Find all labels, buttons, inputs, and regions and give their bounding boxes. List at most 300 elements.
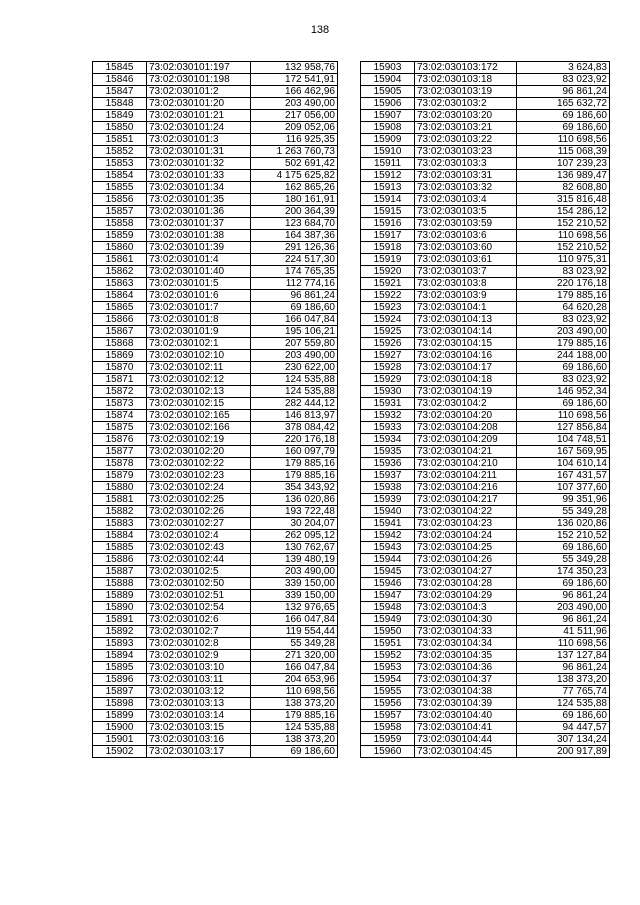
right-cadastral-table (360, 61, 610, 758)
cadastral-number-cell: 73:02:030101:8 (147, 314, 251, 326)
row-number-cell: 15862 (93, 266, 147, 278)
row-number-cell: 15945 (361, 566, 415, 578)
value-cell: 136 020,86 (251, 494, 338, 506)
cadastral-number-cell: 73:02:030101:35 (147, 194, 251, 206)
value-cell: 82 608,80 (517, 182, 610, 194)
table-row (93, 422, 338, 434)
table-row (361, 98, 610, 110)
row-number-cell: 15927 (361, 350, 415, 362)
row-number-cell: 15935 (361, 446, 415, 458)
value-cell: 154 286,12 (517, 206, 610, 218)
row-number-cell: 15903 (361, 62, 415, 74)
table-row (361, 482, 610, 494)
value-cell: 339 150,00 (251, 590, 338, 602)
value-cell: 96 861,24 (251, 290, 338, 302)
value-cell: 262 095,12 (251, 530, 338, 542)
cadastral-number-cell: 73:02:030102:165 (147, 410, 251, 422)
table-row (93, 746, 338, 758)
table-row (93, 218, 338, 230)
cadastral-number-cell: 73:02:030104:217 (415, 494, 517, 506)
page-number: 138 (310, 24, 330, 36)
value-cell: 271 320,00 (251, 650, 338, 662)
table-row (93, 470, 338, 482)
row-number-cell: 15928 (361, 362, 415, 374)
value-cell: 136 989,47 (517, 170, 610, 182)
cadastral-number-cell: 73:02:030103:32 (415, 182, 517, 194)
row-number-cell: 15938 (361, 482, 415, 494)
table-row (93, 398, 338, 410)
row-number-cell: 15917 (361, 230, 415, 242)
row-number-cell: 15956 (361, 698, 415, 710)
value-cell: 99 351,96 (517, 494, 610, 506)
cadastral-number-cell: 73:02:030101:20 (147, 98, 251, 110)
row-number-cell: 15846 (93, 74, 147, 86)
value-cell: 174 350,23 (517, 566, 610, 578)
row-number-cell: 15947 (361, 590, 415, 602)
cadastral-number-cell: 73:02:030104:30 (415, 614, 517, 626)
row-number-cell: 15913 (361, 182, 415, 194)
table-row (361, 290, 610, 302)
value-cell: 69 186,60 (517, 398, 610, 410)
value-cell: 110 698,56 (517, 230, 610, 242)
cadastral-number-cell: 73:02:030104:216 (415, 482, 517, 494)
row-number-cell: 15851 (93, 134, 147, 146)
table-row (361, 530, 610, 542)
cadastral-number-cell: 73:02:030102:6 (147, 614, 251, 626)
value-cell: 172 541,91 (251, 74, 338, 86)
table-row (93, 158, 338, 170)
row-number-cell: 15930 (361, 386, 415, 398)
value-cell: 152 210,52 (517, 530, 610, 542)
value-cell: 4 175 625,82 (251, 170, 338, 182)
table-row (93, 722, 338, 734)
row-number-cell: 15916 (361, 218, 415, 230)
row-number-cell: 15875 (93, 422, 147, 434)
table-row (361, 410, 610, 422)
table-row (361, 146, 610, 158)
value-cell: 55 349,28 (517, 554, 610, 566)
table-row (361, 710, 610, 722)
cadastral-number-cell: 73:02:030104:39 (415, 698, 517, 710)
table-row (361, 242, 610, 254)
table-row (361, 62, 610, 74)
row-number-cell: 15892 (93, 626, 147, 638)
value-cell: 107 377,60 (517, 482, 610, 494)
cadastral-number-cell: 73:02:030104:15 (415, 338, 517, 350)
cadastral-number-cell: 73:02:030102:5 (147, 566, 251, 578)
row-number-cell: 15865 (93, 302, 147, 314)
cadastral-number-cell: 73:02:030103:13 (147, 698, 251, 710)
value-cell: 315 816,48 (517, 194, 610, 206)
value-cell: 69 186,60 (517, 710, 610, 722)
value-cell: 110 698,56 (517, 134, 610, 146)
row-number-cell: 15954 (361, 674, 415, 686)
table-row (93, 638, 338, 650)
value-cell: 167 569,95 (517, 446, 610, 458)
table-row (361, 722, 610, 734)
row-number-cell: 15948 (361, 602, 415, 614)
value-cell: 96 861,24 (517, 86, 610, 98)
cadastral-number-cell: 73:02:030102:8 (147, 638, 251, 650)
value-cell: 104 610,14 (517, 458, 610, 470)
row-number-cell: 15858 (93, 218, 147, 230)
table-row (361, 446, 610, 458)
row-number-cell: 15880 (93, 482, 147, 494)
row-number-cell: 15936 (361, 458, 415, 470)
row-number-cell: 15895 (93, 662, 147, 674)
row-number-cell: 15906 (361, 98, 415, 110)
cadastral-number-cell: 73:02:030102:19 (147, 434, 251, 446)
row-number-cell: 15946 (361, 578, 415, 590)
cadastral-number-cell: 73:02:030101:31 (147, 146, 251, 158)
cadastral-number-cell: 73:02:030102:4 (147, 530, 251, 542)
row-number-cell: 15847 (93, 86, 147, 98)
value-cell: 69 186,60 (251, 302, 338, 314)
value-cell: 179 885,16 (517, 338, 610, 350)
row-number-cell: 15886 (93, 554, 147, 566)
row-number-cell: 15955 (361, 686, 415, 698)
cadastral-number-cell: 73:02:030102:7 (147, 626, 251, 638)
value-cell: 119 554,44 (251, 626, 338, 638)
table-row (93, 230, 338, 242)
row-number-cell: 15854 (93, 170, 147, 182)
cadastral-number-cell: 73:02:030104:21 (415, 446, 517, 458)
cadastral-number-cell: 73:02:030102:166 (147, 422, 251, 434)
value-cell: 166 462,96 (251, 86, 338, 98)
table-row (361, 686, 610, 698)
value-cell: 83 023,92 (517, 74, 610, 86)
value-cell: 224 517,30 (251, 254, 338, 266)
value-cell: 112 774,16 (251, 278, 338, 290)
row-number-cell: 15887 (93, 566, 147, 578)
row-number-cell: 15873 (93, 398, 147, 410)
cadastral-number-cell: 73:02:030103:17 (147, 746, 251, 758)
row-number-cell: 15910 (361, 146, 415, 158)
value-cell: 83 023,92 (517, 314, 610, 326)
value-cell: 179 885,16 (251, 710, 338, 722)
cadastral-number-cell: 73:02:030103:6 (415, 230, 517, 242)
value-cell: 220 176,18 (251, 434, 338, 446)
value-cell: 291 126,36 (251, 242, 338, 254)
row-number-cell: 15897 (93, 686, 147, 698)
value-cell: 94 447,57 (517, 722, 610, 734)
cadastral-number-cell: 73:02:030104:35 (415, 650, 517, 662)
row-number-cell: 15934 (361, 434, 415, 446)
cadastral-number-cell: 73:02:030104:1 (415, 302, 517, 314)
value-cell: 132 958,76 (251, 62, 338, 74)
value-cell: 203 490,00 (517, 326, 610, 338)
table-row (93, 278, 338, 290)
cadastral-number-cell: 73:02:030104:209 (415, 434, 517, 446)
row-number-cell: 15896 (93, 674, 147, 686)
table-row (93, 374, 338, 386)
row-number-cell: 15859 (93, 230, 147, 242)
value-cell: 83 023,92 (517, 374, 610, 386)
cadastral-number-cell: 73:02:030104:13 (415, 314, 517, 326)
row-number-cell: 15919 (361, 254, 415, 266)
row-number-cell: 15860 (93, 242, 147, 254)
table-row (361, 398, 610, 410)
cadastral-number-cell: 73:02:030101:3 (147, 134, 251, 146)
row-number-cell: 15958 (361, 722, 415, 734)
table-row (93, 350, 338, 362)
row-number-cell: 15853 (93, 158, 147, 170)
value-cell: 378 084,42 (251, 422, 338, 434)
cadastral-number-cell: 73:02:030104:23 (415, 518, 517, 530)
value-cell: 124 535,88 (251, 374, 338, 386)
table-row (361, 422, 610, 434)
cadastral-number-cell: 73:02:030104:34 (415, 638, 517, 650)
cadastral-number-cell: 73:02:030102:50 (147, 578, 251, 590)
row-number-cell: 15929 (361, 374, 415, 386)
row-number-cell: 15856 (93, 194, 147, 206)
table-row (93, 590, 338, 602)
row-number-cell: 15866 (93, 314, 147, 326)
row-number-cell: 15864 (93, 290, 147, 302)
table-row (93, 146, 338, 158)
value-cell: 1 263 760,73 (251, 146, 338, 158)
table-row (93, 86, 338, 98)
row-number-cell: 15849 (93, 110, 147, 122)
cadastral-number-cell: 73:02:030104:16 (415, 350, 517, 362)
row-number-cell: 15890 (93, 602, 147, 614)
cadastral-number-cell: 73:02:030104:28 (415, 578, 517, 590)
cadastral-number-cell: 73:02:030104:26 (415, 554, 517, 566)
cadastral-number-cell: 73:02:030103:4 (415, 194, 517, 206)
cadastral-number-cell: 73:02:030104:29 (415, 590, 517, 602)
table-row (93, 482, 338, 494)
row-number-cell: 15941 (361, 518, 415, 530)
table-row (361, 158, 610, 170)
row-number-cell: 15939 (361, 494, 415, 506)
row-number-cell: 15881 (93, 494, 147, 506)
table-row (93, 182, 338, 194)
value-cell: 138 373,20 (517, 674, 610, 686)
value-cell: 69 186,60 (517, 362, 610, 374)
table-row (93, 326, 338, 338)
value-cell: 69 186,60 (517, 542, 610, 554)
value-cell: 127 856,84 (517, 422, 610, 434)
row-number-cell: 15924 (361, 314, 415, 326)
table-row (93, 446, 338, 458)
value-cell: 124 535,88 (251, 722, 338, 734)
table-row (361, 74, 610, 86)
cadastral-number-cell: 73:02:030101:38 (147, 230, 251, 242)
cadastral-number-cell: 73:02:030101:2 (147, 86, 251, 98)
table-row (361, 326, 610, 338)
value-cell: 220 176,18 (517, 278, 610, 290)
table-row (93, 134, 338, 146)
table-row (361, 434, 610, 446)
value-cell: 138 373,20 (251, 698, 338, 710)
row-number-cell: 15915 (361, 206, 415, 218)
cadastral-number-cell: 73:02:030103:19 (415, 86, 517, 98)
cadastral-number-cell: 73:02:030103:5 (415, 206, 517, 218)
row-number-cell: 15874 (93, 410, 147, 422)
row-number-cell: 15879 (93, 470, 147, 482)
row-number-cell: 15848 (93, 98, 147, 110)
value-cell: 69 186,60 (251, 746, 338, 758)
value-cell: 104 748,51 (517, 434, 610, 446)
table-row (93, 194, 338, 206)
cadastral-number-cell: 73:02:030103:18 (415, 74, 517, 86)
cadastral-number-cell: 73:02:030101:36 (147, 206, 251, 218)
table-row (361, 170, 610, 182)
table-row (93, 206, 338, 218)
cadastral-number-cell: 73:02:030104:17 (415, 362, 517, 374)
table-row (93, 254, 338, 266)
table-row (93, 494, 338, 506)
cadastral-number-cell: 73:02:030104:41 (415, 722, 517, 734)
cadastral-number-cell: 73:02:030102:27 (147, 518, 251, 530)
value-cell: 64 620,28 (517, 302, 610, 314)
cadastral-number-cell: 73:02:030104:40 (415, 710, 517, 722)
row-number-cell: 15871 (93, 374, 147, 386)
value-cell: 55 349,28 (251, 638, 338, 650)
cadastral-number-cell: 73:02:030101:6 (147, 290, 251, 302)
table-row (361, 542, 610, 554)
value-cell: 124 535,88 (251, 386, 338, 398)
value-cell: 162 865,26 (251, 182, 338, 194)
cadastral-number-cell: 73:02:030104:25 (415, 542, 517, 554)
table-row (93, 506, 338, 518)
row-number-cell: 15922 (361, 290, 415, 302)
row-number-cell: 15942 (361, 530, 415, 542)
table-row (361, 566, 610, 578)
row-number-cell: 15893 (93, 638, 147, 650)
value-cell: 30 204,07 (251, 518, 338, 530)
value-cell: 137 127,84 (517, 650, 610, 662)
value-cell: 203 490,00 (251, 98, 338, 110)
row-number-cell: 15857 (93, 206, 147, 218)
value-cell: 207 559,80 (251, 338, 338, 350)
row-number-cell: 15863 (93, 278, 147, 290)
value-cell: 132 976,65 (251, 602, 338, 614)
row-number-cell: 15912 (361, 170, 415, 182)
row-number-cell: 15920 (361, 266, 415, 278)
table-row (361, 746, 610, 758)
row-number-cell: 15918 (361, 242, 415, 254)
cadastral-number-cell: 73:02:030101:4 (147, 254, 251, 266)
table-row (361, 602, 610, 614)
cadastral-number-cell: 73:02:030104:44 (415, 734, 517, 746)
value-cell: 200 917,89 (517, 746, 610, 758)
table-row (93, 62, 338, 74)
cadastral-number-cell: 73:02:030101:32 (147, 158, 251, 170)
table-row (93, 290, 338, 302)
table-row (93, 542, 338, 554)
row-number-cell: 15852 (93, 146, 147, 158)
row-number-cell: 15900 (93, 722, 147, 734)
table-row (361, 194, 610, 206)
value-cell: 204 653,96 (251, 674, 338, 686)
value-cell: 193 722,48 (251, 506, 338, 518)
row-number-cell: 15957 (361, 710, 415, 722)
table-row (361, 650, 610, 662)
row-number-cell: 15959 (361, 734, 415, 746)
table-row (361, 134, 610, 146)
table-row (93, 686, 338, 698)
table-row (361, 590, 610, 602)
cadastral-number-cell: 73:02:030101:39 (147, 242, 251, 254)
cadastral-number-cell: 73:02:030104:2 (415, 398, 517, 410)
row-number-cell: 15850 (93, 122, 147, 134)
value-cell: 502 691,42 (251, 158, 338, 170)
table-row (93, 710, 338, 722)
cadastral-number-cell: 73:02:030104:22 (415, 506, 517, 518)
table-row (361, 374, 610, 386)
cadastral-number-cell: 73:02:030101:40 (147, 266, 251, 278)
table-row (93, 434, 338, 446)
row-number-cell: 15907 (361, 110, 415, 122)
value-cell: 200 364,39 (251, 206, 338, 218)
table-row (93, 614, 338, 626)
row-number-cell: 15931 (361, 398, 415, 410)
table-row (93, 518, 338, 530)
cadastral-number-cell: 73:02:030101:5 (147, 278, 251, 290)
cadastral-number-cell: 73:02:030102:12 (147, 374, 251, 386)
table-row (361, 674, 610, 686)
row-number-cell: 15937 (361, 470, 415, 482)
value-cell: 110 698,56 (251, 686, 338, 698)
row-number-cell: 15940 (361, 506, 415, 518)
value-cell: 244 188,00 (517, 350, 610, 362)
row-number-cell: 15872 (93, 386, 147, 398)
value-cell: 139 480,19 (251, 554, 338, 566)
value-cell: 41 511,96 (517, 626, 610, 638)
cadastral-number-cell: 73:02:030102:9 (147, 650, 251, 662)
table-row (361, 278, 610, 290)
value-cell: 166 047,84 (251, 662, 338, 674)
cadastral-number-cell: 73:02:030102:15 (147, 398, 251, 410)
value-cell: 146 952,34 (517, 386, 610, 398)
row-number-cell: 15952 (361, 650, 415, 662)
cadastral-number-cell: 73:02:030103:3 (415, 158, 517, 170)
cadastral-number-cell: 73:02:030103:31 (415, 170, 517, 182)
row-number-cell: 15883 (93, 518, 147, 530)
table-row (93, 566, 338, 578)
cadastral-number-cell: 73:02:030104:19 (415, 386, 517, 398)
cadastral-number-cell: 73:02:030102:25 (147, 494, 251, 506)
table-row (93, 98, 338, 110)
value-cell: 354 343,92 (251, 482, 338, 494)
value-cell: 152 210,52 (517, 218, 610, 230)
value-cell: 180 161,91 (251, 194, 338, 206)
value-cell: 136 020,86 (517, 518, 610, 530)
value-cell: 115 068,39 (517, 146, 610, 158)
value-cell: 195 106,21 (251, 326, 338, 338)
cadastral-number-cell: 73:02:030104:37 (415, 674, 517, 686)
table-row (361, 614, 610, 626)
cadastral-number-cell: 73:02:030102:10 (147, 350, 251, 362)
row-number-cell: 15911 (361, 158, 415, 170)
cadastral-number-cell: 73:02:030101:37 (147, 218, 251, 230)
row-number-cell: 15949 (361, 614, 415, 626)
table-row (93, 458, 338, 470)
row-number-cell: 15923 (361, 302, 415, 314)
row-number-cell: 15953 (361, 662, 415, 674)
cadastral-number-cell: 73:02:030104:38 (415, 686, 517, 698)
cadastral-number-cell: 73:02:030102:23 (147, 470, 251, 482)
row-number-cell: 15888 (93, 578, 147, 590)
cadastral-number-cell: 73:02:030104:3 (415, 602, 517, 614)
row-number-cell: 15908 (361, 122, 415, 134)
table-row (93, 122, 338, 134)
table-row (361, 314, 610, 326)
value-cell: 123 684,70 (251, 218, 338, 230)
row-number-cell: 15909 (361, 134, 415, 146)
table-row (93, 698, 338, 710)
